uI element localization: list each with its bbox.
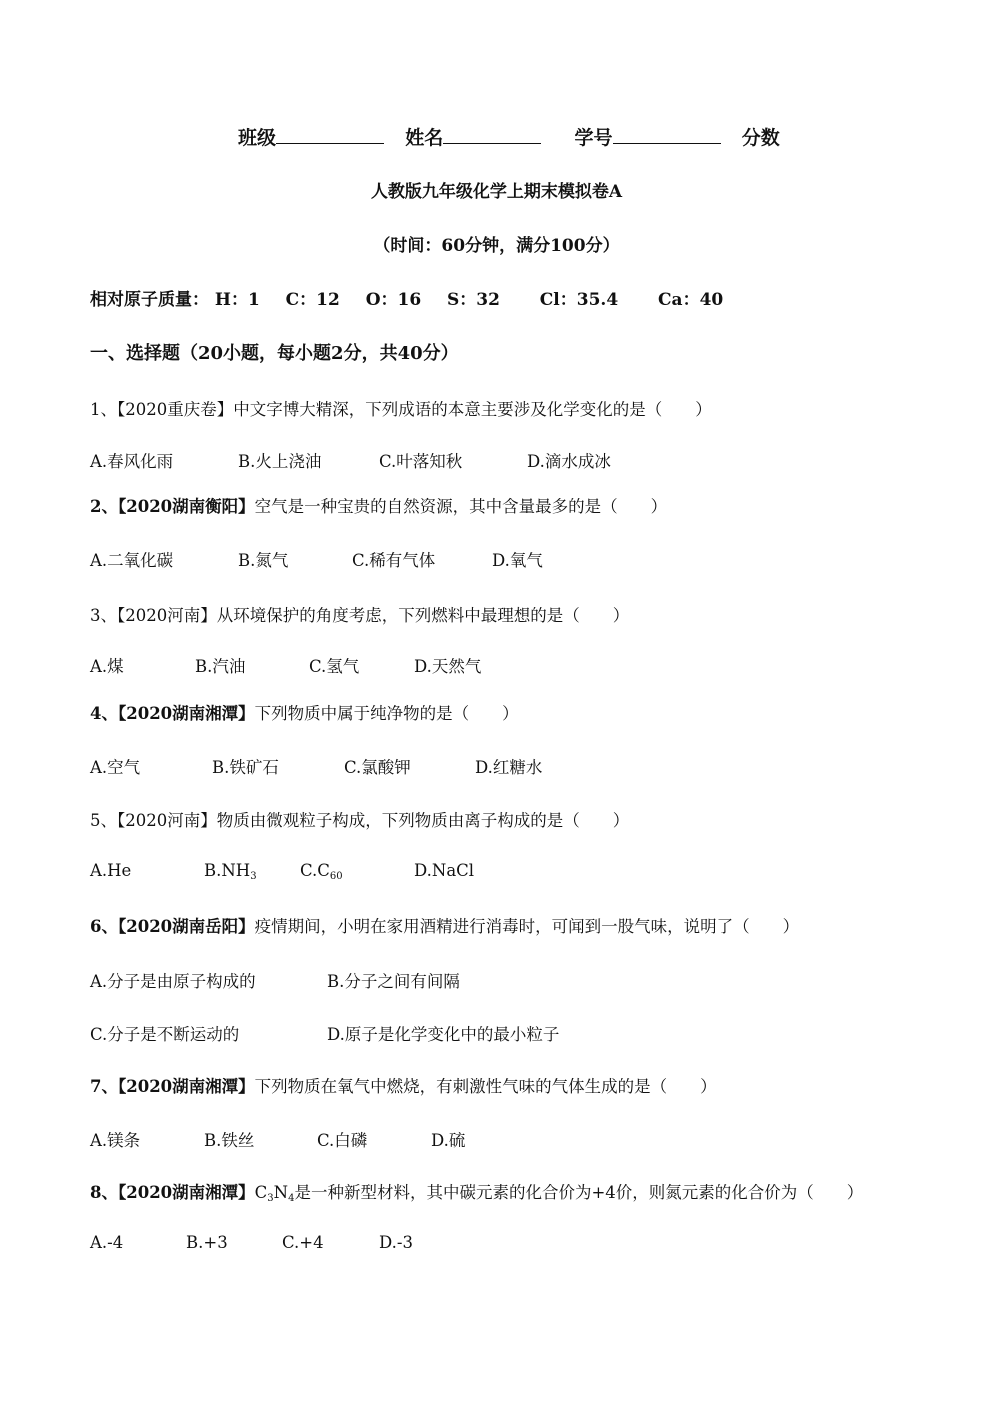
atomic-mass-label: 相对原子质量：	[90, 290, 209, 310]
option-a[interactable]: A.二氧化碳	[90, 551, 174, 570]
class-blank[interactable]	[276, 125, 384, 144]
question-number: 8、	[90, 1183, 118, 1202]
question-1	[90, 396, 712, 420]
option-d[interactable]: D.滴水成冰	[527, 452, 611, 471]
question-2	[90, 493, 667, 517]
option-text: A.He	[90, 861, 132, 880]
option-d[interactable]: D.原子是化学变化中的最小粒子	[327, 1025, 560, 1044]
question-source: 【2020湖南衡阳】	[117, 497, 255, 516]
option-a[interactable]: A.分子是由原子构成的	[90, 972, 256, 991]
time-note: （时间：60分钟，满分100分）	[373, 236, 620, 256]
option-a[interactable]: A.春风化雨	[90, 452, 174, 471]
id-label: 学号	[574, 127, 613, 149]
question-source: 【2020湖南湘潭】	[117, 1183, 255, 1202]
page-title: 人教版九年级化学上期末模拟卷A	[370, 182, 623, 202]
question-4	[90, 700, 519, 724]
atomic-mass-item: C：12	[285, 290, 340, 310]
option-b[interactable]	[204, 861, 257, 882]
option-c[interactable]: C.稀有气体	[352, 551, 436, 570]
option-c[interactable]: C.氢气	[309, 657, 360, 676]
option-b[interactable]: B.铁矿石	[212, 758, 279, 777]
subscript: 3	[250, 871, 257, 882]
name-blank[interactable]	[443, 125, 541, 144]
question-text: 下列物质在氧气中燃烧，有刺激性气味的气体生成的是（ ）	[254, 1077, 717, 1096]
question-text: 下列物质中属于纯净物的是（ ）	[254, 704, 519, 723]
question-text: 是一种新型材料，其中碳元素的化合价为+4价，则氮元素的化合价为（ ）	[294, 1183, 864, 1202]
option-c[interactable]: C.+4	[282, 1233, 324, 1252]
option-text: D.NaCl	[414, 861, 475, 880]
option-a[interactable]: A.-4	[90, 1233, 124, 1252]
question-number: 3、	[90, 606, 117, 625]
option-d[interactable]: D.-3	[379, 1233, 413, 1252]
option-c[interactable]	[300, 861, 343, 882]
option-a[interactable]	[90, 861, 131, 880]
question-source: 【2020河南】	[117, 606, 217, 625]
id-blank[interactable]	[613, 125, 721, 144]
question-text: 物质由微观粒子构成，下列物质由离子构成的是（ ）	[216, 811, 630, 830]
option-c[interactable]: C.氯酸钾	[344, 758, 411, 777]
formula-nitrogen: N	[273, 1183, 289, 1202]
score-label: 分数	[741, 127, 780, 149]
atomic-mass-item: Cl：35.4	[539, 290, 619, 310]
subscript: 60	[329, 871, 343, 882]
option-c[interactable]: C.白磷	[317, 1131, 368, 1150]
question-5	[90, 807, 629, 831]
student-info-header	[238, 123, 780, 150]
question-3	[90, 602, 629, 626]
option-a[interactable]: A.空气	[90, 758, 141, 777]
option-c[interactable]: C.分子是不断运动的	[90, 1025, 240, 1044]
question-number: 4、	[90, 704, 118, 723]
option-d[interactable]	[414, 861, 474, 880]
atomic-mass-item: H：1	[214, 290, 260, 310]
question-7	[90, 1073, 717, 1097]
option-b[interactable]: B.火上浇油	[238, 452, 322, 471]
question-number: 1、	[90, 400, 117, 419]
section-title: 一、选择题（20小题，每小题2分，共40分）	[90, 343, 459, 364]
option-text: B.NH	[204, 861, 251, 880]
question-text: 从环境保护的角度考虑，下列燃料中最理想的是（ ）	[216, 606, 630, 625]
option-d[interactable]: D.氧气	[492, 551, 543, 570]
option-c[interactable]: C.叶落知秋	[379, 452, 463, 471]
subscript: 4	[288, 1193, 295, 1204]
question-source: 【2020河南】	[117, 811, 217, 830]
option-b[interactable]: B.分子之间有间隔	[327, 972, 460, 991]
atomic-mass-item: S：32	[447, 290, 500, 310]
option-text: C.C	[300, 861, 330, 880]
formula-carbon: C	[254, 1183, 268, 1202]
question-source: 【2020湖南湘潭】	[117, 1077, 255, 1096]
subscript: 3	[267, 1193, 274, 1204]
option-b[interactable]: B.氮气	[238, 551, 289, 570]
option-a[interactable]: A.镁条	[90, 1131, 141, 1150]
atomic-mass-item: O：16	[365, 290, 422, 310]
question-text: 疫情期间，小明在家用酒精进行消毒时，可闻到一股气味，说明了（ ）	[254, 917, 800, 936]
question-text: 中文字博大精深，下列成语的本意主要涉及化学变化的是（ ）	[233, 400, 712, 419]
question-source: 【2020重庆卷】	[117, 400, 234, 419]
name-label: 姓名	[405, 127, 444, 149]
question-6	[90, 913, 799, 937]
class-label: 班级	[238, 127, 277, 149]
option-b[interactable]: B.汽油	[195, 657, 246, 676]
question-text: 空气是一种宝贵的自然资源，其中含量最多的是（ ）	[254, 497, 668, 516]
option-b[interactable]: B.铁丝	[204, 1131, 255, 1150]
option-d[interactable]: D.硫	[431, 1131, 466, 1150]
question-source: 【2020湖南湘潭】	[117, 704, 255, 723]
question-number: 2、	[90, 497, 118, 516]
option-d[interactable]: D.天然气	[414, 657, 482, 676]
atomic-mass-item: Ca：40	[658, 290, 724, 310]
question-8	[90, 1179, 863, 1204]
option-a[interactable]: A.煤	[90, 657, 124, 676]
atomic-mass-line	[90, 285, 723, 310]
option-d[interactable]: D.红糖水	[475, 758, 543, 777]
question-source: 【2020湖南岳阳】	[117, 917, 255, 936]
question-number: 7、	[90, 1077, 118, 1096]
question-number: 5、	[90, 811, 117, 830]
question-number: 6、	[90, 917, 118, 936]
option-b[interactable]: B.+3	[186, 1233, 228, 1252]
